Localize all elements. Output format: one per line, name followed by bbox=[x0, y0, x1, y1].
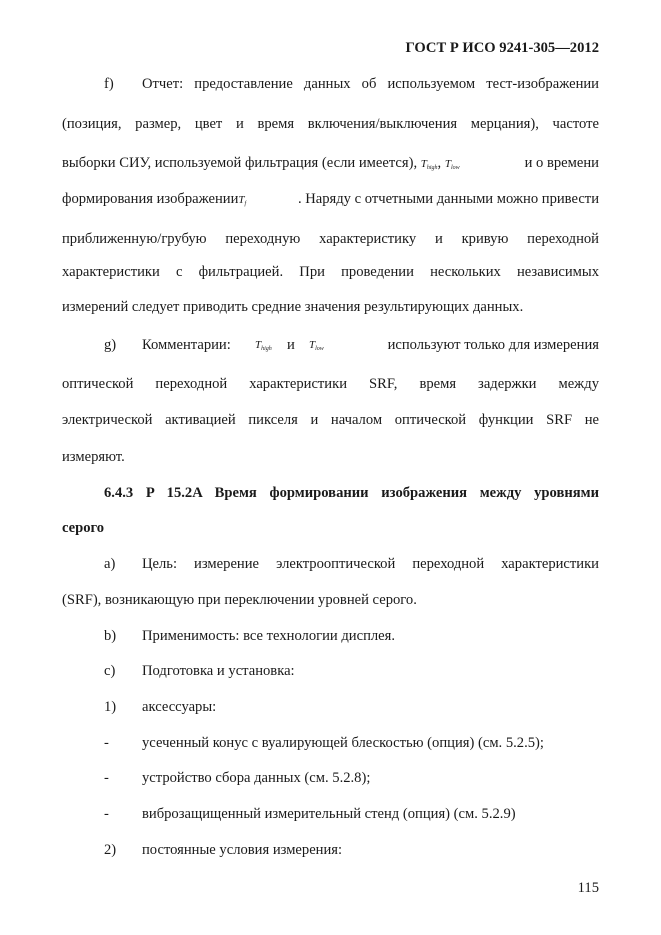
and-word: и bbox=[287, 337, 295, 353]
item-g-marker: g) bbox=[104, 337, 117, 353]
item-g-line-4: измеряют. bbox=[62, 449, 125, 465]
dash-item-marker: - bbox=[104, 735, 109, 751]
item-g-line-2: оптической переходной характеристики SRF, время задержки между bbox=[62, 376, 599, 392]
item-f-line-5: приближенную/грубую переходную характеристику и кривую переходной bbox=[62, 231, 599, 247]
item-b-text: Применимость: все технологии дисплея. bbox=[142, 628, 396, 644]
item-f-line-4-text: формирования изображении bbox=[62, 191, 239, 207]
item-1-marker: 1) bbox=[104, 699, 117, 715]
t-low-symbol: Tlow bbox=[444, 158, 460, 171]
item-c-text: Подготовка и установка: bbox=[142, 663, 295, 679]
t-high-symbol-2: Thigh bbox=[255, 339, 272, 352]
item-f-marker: f) bbox=[104, 76, 114, 92]
separator: , bbox=[437, 155, 442, 171]
item-g-line-3: электрической активацией пикселя и началом оптической функции SRF не bbox=[62, 412, 599, 428]
dash-item-marker: - bbox=[104, 770, 109, 786]
item-1-text: аксессуары: bbox=[142, 699, 217, 715]
dash-item-text: устройство сбора данных (см. 5.2.8); bbox=[142, 770, 371, 786]
item-2-text: постоянные условия измерения: bbox=[142, 842, 343, 858]
item-f-line-3 bbox=[62, 154, 599, 177]
item-f-line-4-end: . Наряду с отчетными данными можно привести bbox=[297, 191, 599, 207]
page-number: 115 bbox=[577, 880, 599, 896]
section-title-line-2: серого bbox=[62, 520, 105, 536]
t-f-symbol: Tf bbox=[238, 194, 247, 207]
dash-item-text: виброзащищенный измерительный стенд (опция) (см. 5.2.9) bbox=[142, 806, 516, 822]
item-b-marker: b) bbox=[104, 628, 117, 644]
item-a-marker: a) bbox=[104, 556, 116, 572]
item-f-line-7: измерений следует приводить средние значения результирующих данных. bbox=[62, 299, 524, 315]
item-f-line-1: Отчет: предоставление данных об используемом тест-изображении bbox=[142, 76, 599, 92]
comments-label: Комментарии: bbox=[142, 337, 231, 353]
item-f-line-2: (позиция, размер, цвет и время включения/выключения мерцания), частоте bbox=[62, 116, 599, 132]
item-a-line-1: Цель: измерение электрооптической переходной характеристики bbox=[142, 556, 599, 572]
document-code-header: ГОСТ Р ИСО 9241-305—2012 bbox=[405, 40, 599, 56]
t-high-symbol: Thigh bbox=[420, 158, 438, 171]
item-f-line-6: характеристики с фильтрацией. При проведении нескольких независимых bbox=[62, 264, 599, 280]
item-g-line-1 bbox=[142, 336, 599, 354]
item-f-line-4 bbox=[62, 190, 599, 213]
section-title-line-1: 6.4.3 P 15.2A Время формировании изображения между уровнями bbox=[104, 485, 599, 501]
t-low-symbol-2: Tlow bbox=[309, 339, 324, 352]
dash-item-marker: - bbox=[104, 806, 109, 822]
item-2-marker: 2) bbox=[104, 842, 117, 858]
item-f-line-3-end: и о времени bbox=[524, 155, 599, 171]
item-g-line-1-end: используют только для измерения bbox=[387, 337, 599, 353]
dash-item-text: усеченный конус с вуалирующей блескостью (опция) (см. 5.2.5); bbox=[142, 735, 544, 751]
item-a-line-2: (SRF), возникающую при переключении уровней серого. bbox=[62, 592, 417, 608]
item-c-marker: c) bbox=[104, 663, 116, 679]
item-f-line-3-text: выборки СИУ, используемой фильтрация (если имеется), bbox=[62, 155, 418, 171]
